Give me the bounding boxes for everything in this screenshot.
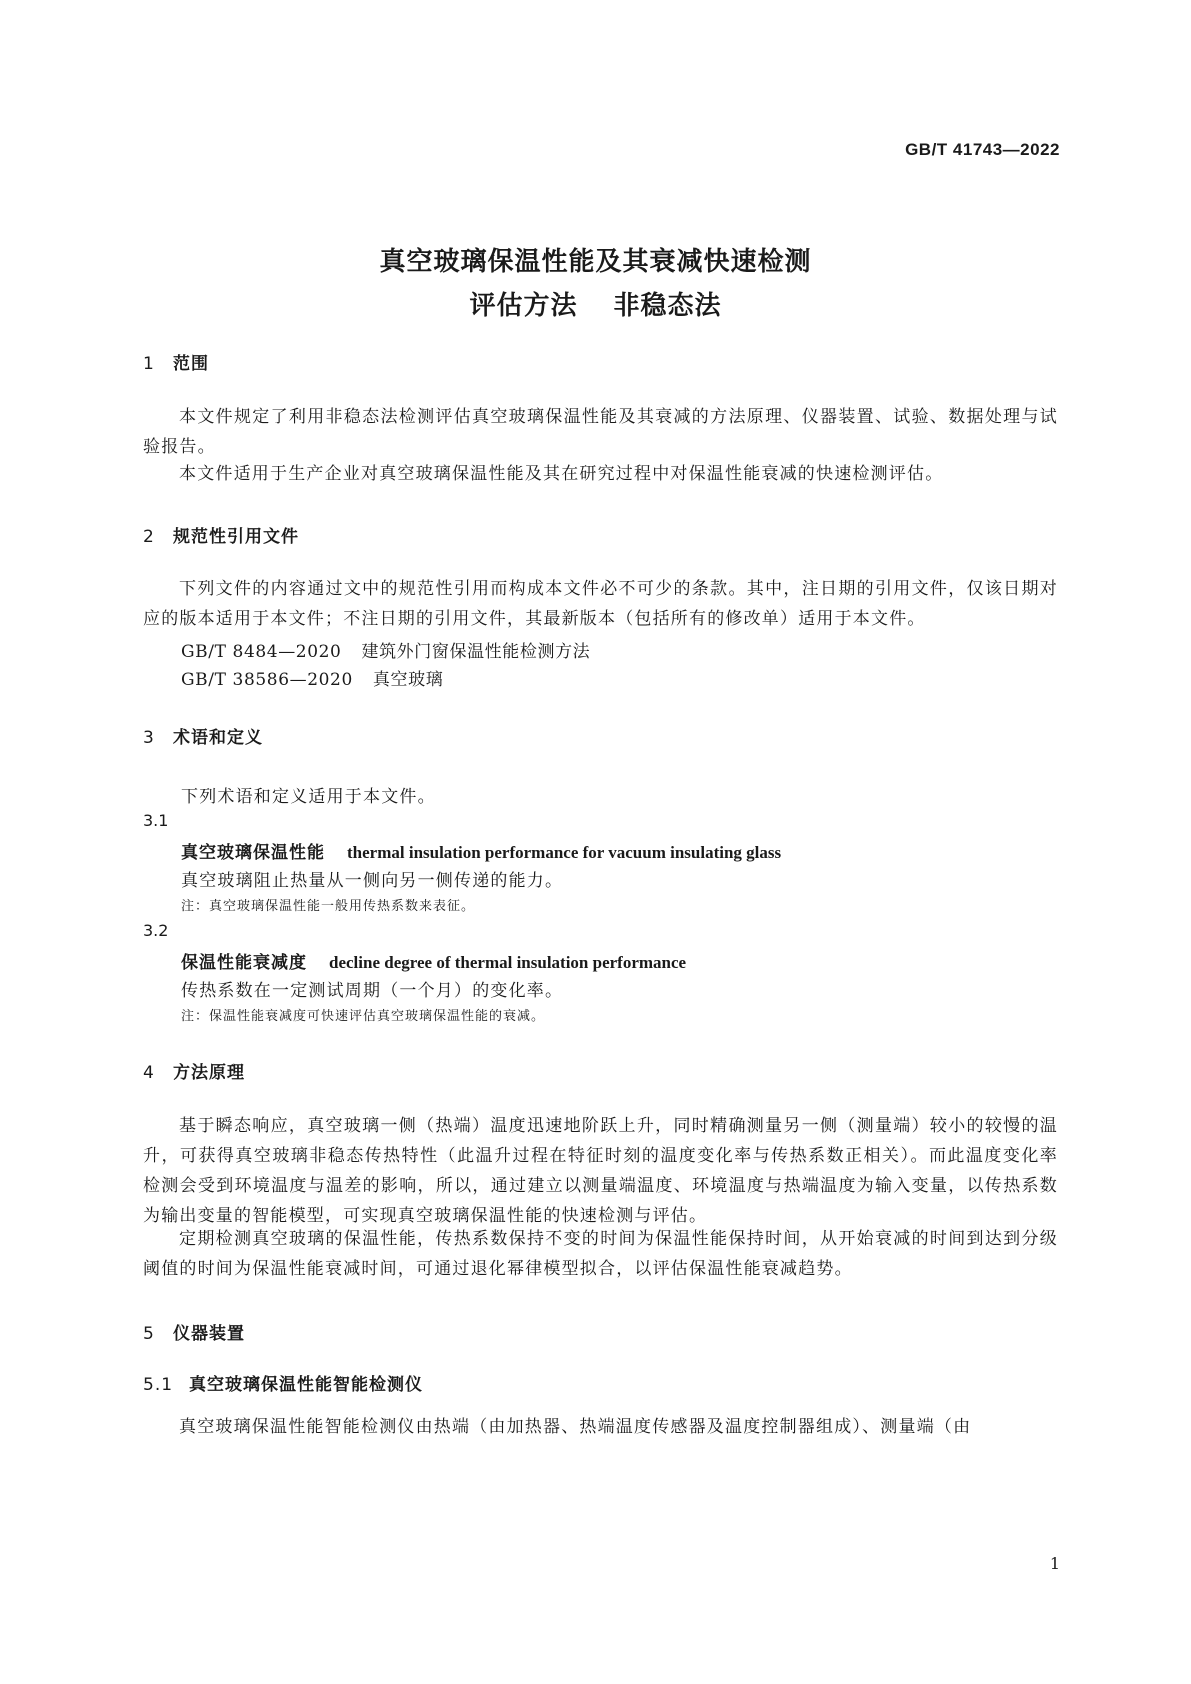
- term-zh: 保温性能衰减度: [181, 953, 307, 973]
- term-definition: 传热系数在一定测试周期（一个月）的变化率。: [181, 981, 564, 1001]
- reference-item: [181, 637, 590, 662]
- section-1-heading: [143, 349, 209, 374]
- section-4-paragraph-1: 基于瞬态响应，真空玻璃一侧（热端）温度迅速地阶跃上升，同时精确测量另一侧（测量端）较小的较慢的温升，可获得真空玻璃非稳态传热特性（此温升过程在特征时刻的温度变化率与传热系数正相关）。而此温度变化率检测会受到环境温度与温差的影响，所以，通过建立以测量端温度、环境温度与热端温度为输入变量，以传热系数为输出变量的智能模型，可实现真空玻璃保温性能的快速检测与评估。: [143, 1116, 1058, 1226]
- term-en: thermal insulation performance for vacuum insulating glass: [347, 843, 782, 862]
- section-1-paragraph-1: 本文件规定了利用非稳态法检测评估真空玻璃保温性能及其衰减的方法原理、仪器装置、试验、数据处理与试验报告。: [143, 407, 1058, 457]
- term-note: 注：真空玻璃保温性能一般用传热系数来表征。: [181, 899, 476, 914]
- term-number: 3.1: [143, 811, 169, 830]
- title-line-1: 真空玻璃保温性能及其衰减快速检测: [379, 247, 812, 277]
- title-line-2b: 非稳态法: [613, 291, 722, 321]
- term-number: 3.2: [143, 921, 169, 940]
- title-line-2: [0, 284, 1191, 328]
- term-title: [181, 948, 686, 973]
- subsection-number: 5.1: [143, 1375, 174, 1395]
- section-5-heading: [143, 1319, 245, 1344]
- term-title: [181, 838, 781, 863]
- subsection-title: 真空玻璃保温性能智能检测仪: [189, 1375, 423, 1395]
- section-title: 术语和定义: [173, 728, 263, 748]
- section-3-intro: 下列术语和定义适用于本文件。: [181, 787, 436, 807]
- section-5-paragraph-1: 真空玻璃保温性能智能检测仪由热端（由加热器、热端温度传感器及温度控制器组成）、测量端（由: [179, 1417, 972, 1437]
- section-1-paragraph-2: 本文件适用于生产企业对真空玻璃保温性能及其在研究过程中对保温性能衰减的快速检测评估。: [179, 464, 944, 484]
- section-3-heading: [143, 723, 263, 748]
- section-title: 规范性引用文件: [173, 527, 299, 547]
- section-number: 5: [143, 1324, 155, 1344]
- title-line-2a: 评估方法: [469, 291, 578, 321]
- section-2-paragraph-1: 下列文件的内容通过文中的规范性引用而构成本文件必不可少的条款。其中，注日期的引用文件，仅该日期对应的版本适用于本文件；不注日期的引用文件，其最新版本（包括所有的修改单）适用于本文件。: [143, 579, 1058, 629]
- section-title: 方法原理: [173, 1063, 245, 1083]
- reference-code: GB/T 8484—2020: [181, 642, 342, 662]
- reference-item: [181, 665, 443, 690]
- page-number: 1: [1049, 1554, 1060, 1573]
- reference-name: 建筑外门窗保温性能检测方法: [361, 642, 591, 662]
- section-title: 仪器装置: [173, 1324, 245, 1344]
- section-4-heading: [143, 1058, 245, 1083]
- subsection-5-1-heading: [143, 1370, 423, 1395]
- document-title: [0, 240, 1191, 328]
- standard-code: GB/T 41743—2022: [905, 140, 1060, 159]
- term-note: 注：保温性能衰减度可快速评估真空玻璃保温性能的衰减。: [181, 1009, 546, 1024]
- section-number: 3: [143, 728, 155, 748]
- section-number: 2: [143, 527, 155, 547]
- term-zh: 真空玻璃保温性能: [181, 843, 325, 863]
- section-2-heading: [143, 522, 299, 547]
- section-4-paragraph-2: 定期检测真空玻璃的保温性能，传热系数保持不变的时间为保温性能保持时间，从开始衰减的时间到达到分级阈值的时间为保温性能衰减时间，可通过退化幂律模型拟合，以评估保温性能衰减趋势。: [143, 1229, 1058, 1279]
- reference-code: GB/T 38586—2020: [181, 670, 353, 690]
- section-number: 1: [143, 354, 155, 374]
- term-en: decline degree of thermal insulation performance: [329, 953, 687, 972]
- term-definition: 真空玻璃阻止热量从一侧向另一侧传递的能力。: [181, 871, 564, 891]
- section-title: 范围: [173, 354, 209, 374]
- reference-name: 真空玻璃: [372, 670, 444, 690]
- section-number: 4: [143, 1063, 155, 1083]
